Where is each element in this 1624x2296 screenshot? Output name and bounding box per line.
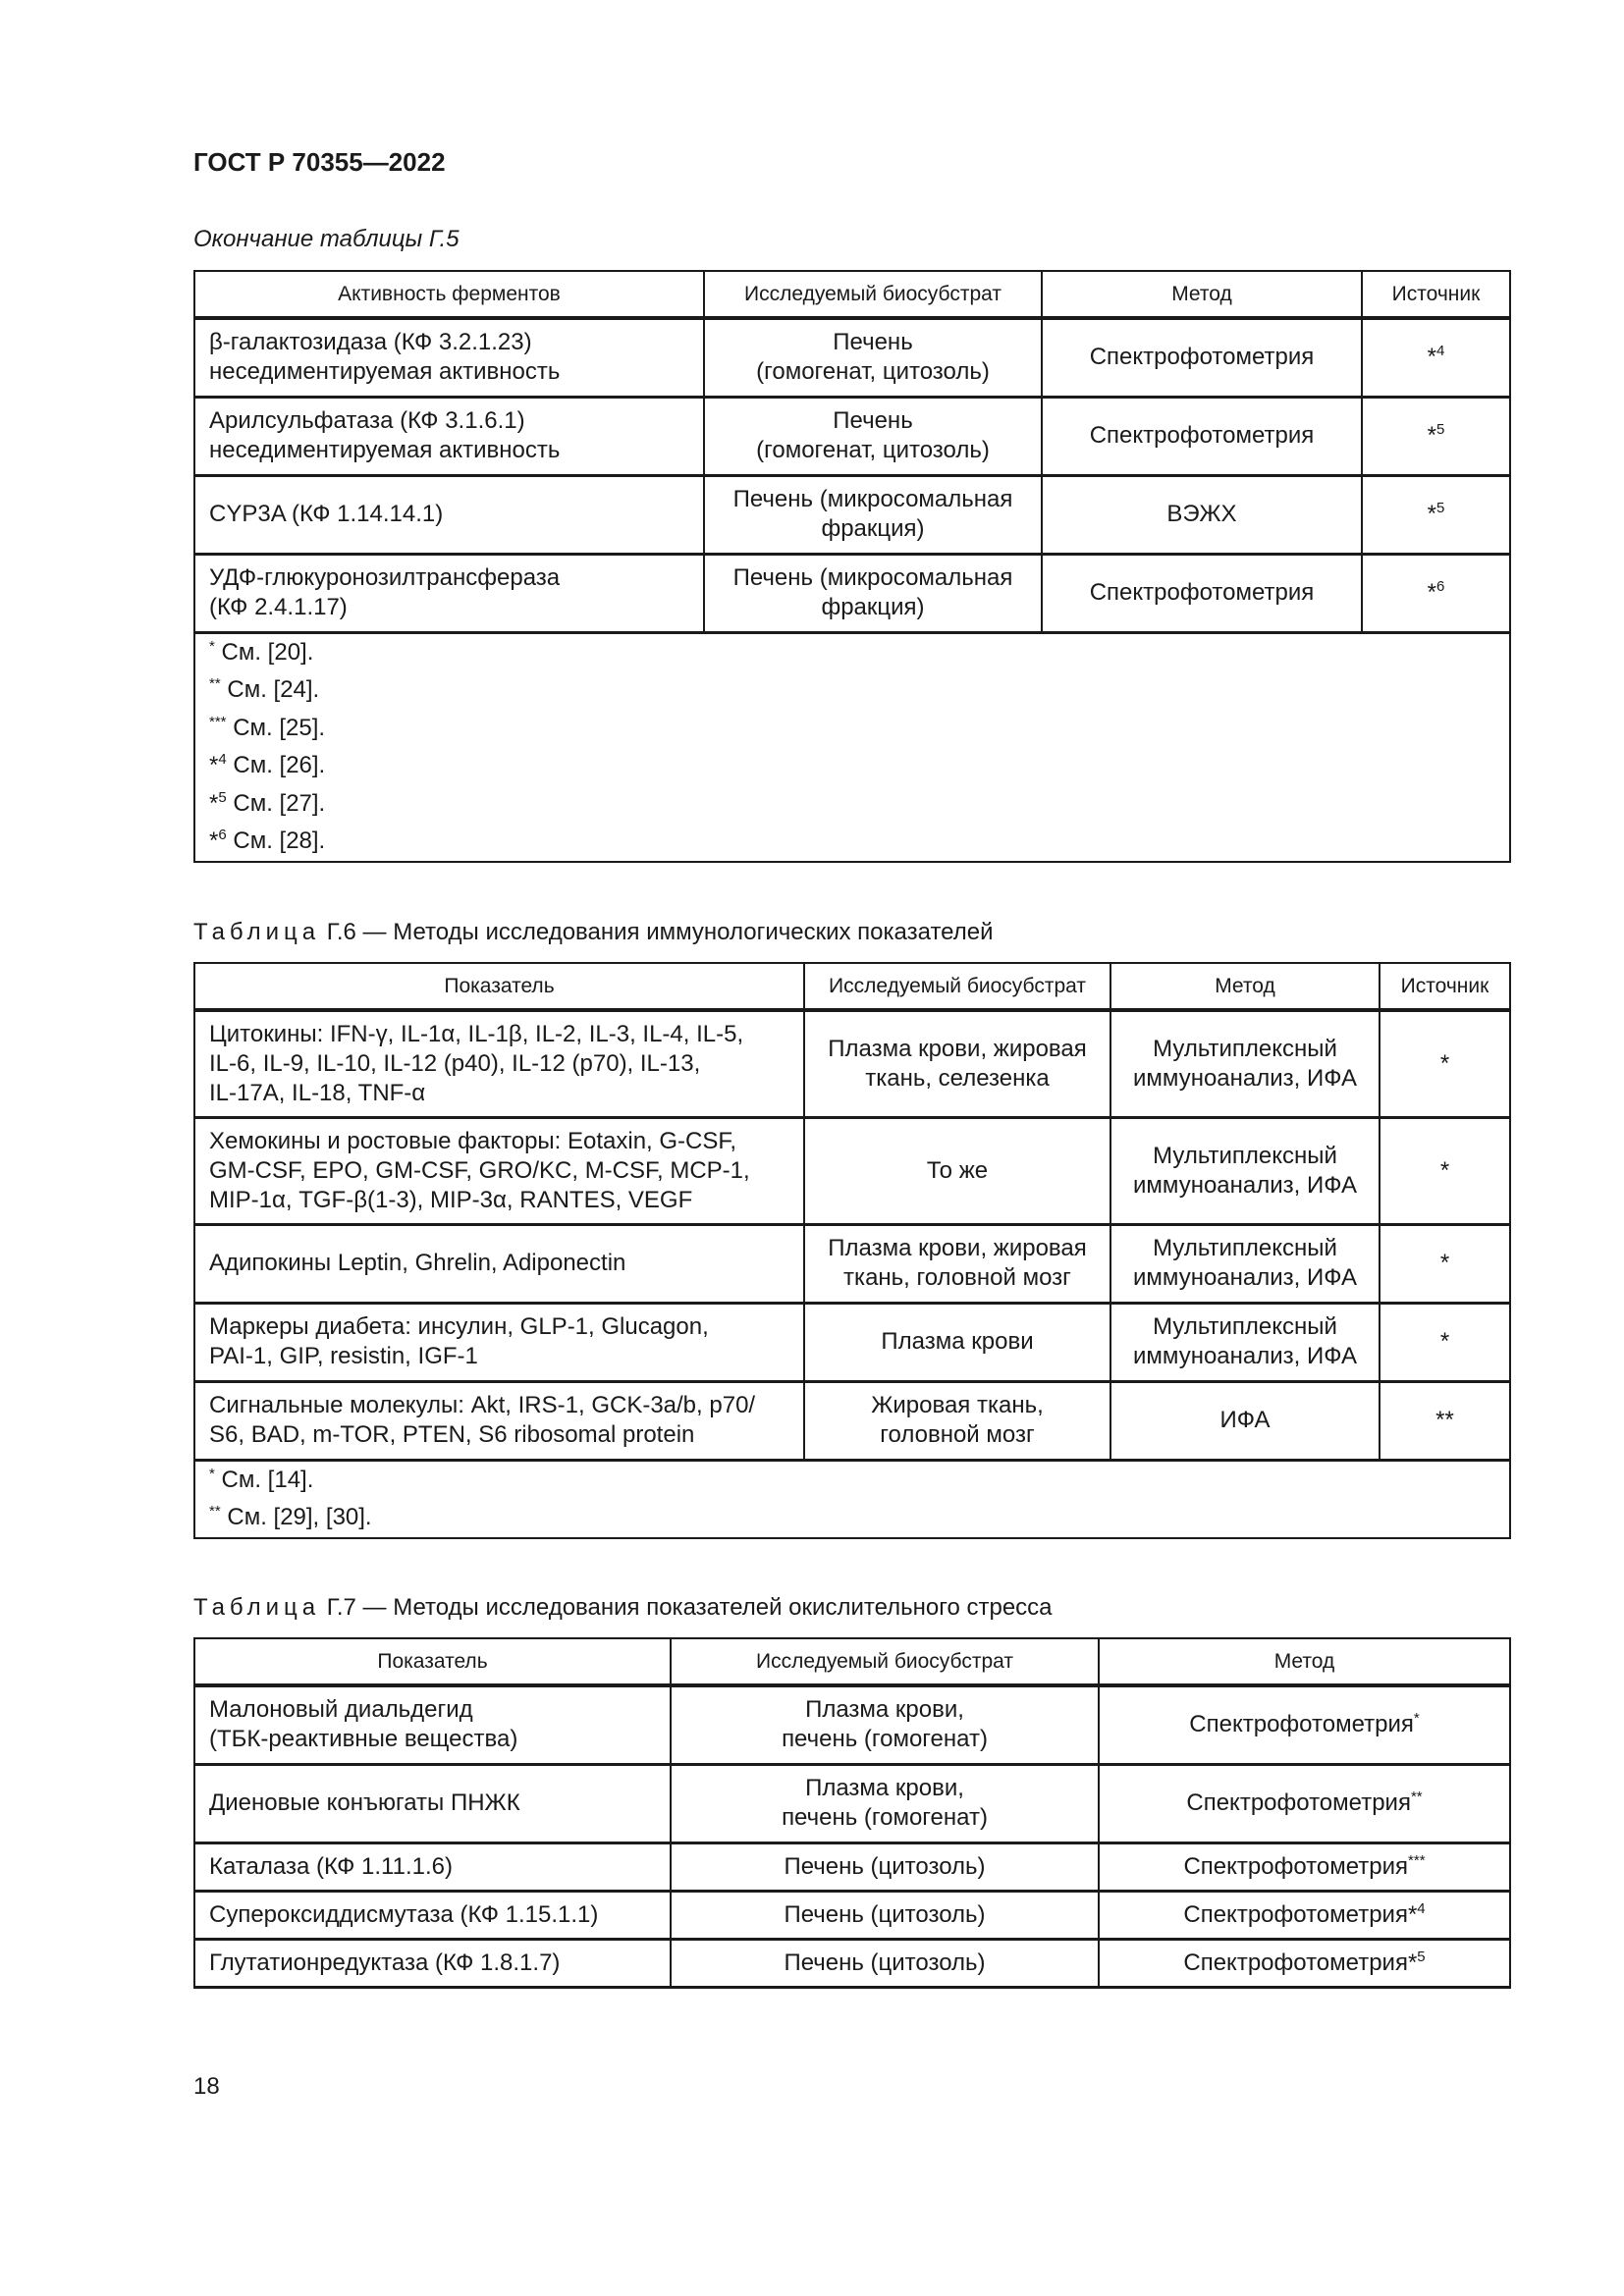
method-cell: Мультиплексный иммуноанализ, ИФА bbox=[1110, 1010, 1380, 1117]
table-g7-caption bbox=[193, 1594, 1053, 1622]
substrate-cell: Печень (гомогенат, цитозоль) bbox=[704, 318, 1042, 397]
method-cell: Спектрофотометрия*$^5$ bbox=[1099, 1939, 1510, 1987]
table-row bbox=[194, 554, 1510, 632]
table-row bbox=[194, 1224, 1510, 1303]
indicator-cell: Глутатионредуктаза (КФ 1.8.1.7) bbox=[194, 1939, 671, 1987]
column-header: Показатель bbox=[194, 1638, 671, 1685]
indicator-cell: Диеновые конъюгаты ПНЖК bbox=[194, 1764, 671, 1842]
indicator-cell: Адипокины Leptin, Ghrelin, Adiponectin bbox=[194, 1224, 804, 1303]
table-row bbox=[194, 318, 1510, 397]
document-header: ГОСТ Р 70355—2022 bbox=[193, 147, 446, 177]
substrate-cell: Плазма крови, жировая ткань, головной мозг bbox=[804, 1224, 1110, 1303]
column-header: Источник bbox=[1362, 271, 1510, 318]
column-header: Исследуемый биосубстрат bbox=[704, 271, 1042, 318]
footnote: *** См. [25]. bbox=[209, 713, 326, 741]
method-cell: Мультиплексный иммуноанализ, ИФА bbox=[1110, 1224, 1380, 1303]
indicator-cell: Каталаза (КФ 1.11.1.6) bbox=[194, 1842, 671, 1891]
table-row bbox=[194, 1891, 1510, 1939]
substrate-cell: Печень (цитозоль) bbox=[671, 1939, 1099, 1987]
table-header-row bbox=[194, 271, 1510, 318]
source-cell: * bbox=[1380, 1117, 1510, 1224]
source-cell: * bbox=[1380, 1010, 1510, 1117]
enzyme-cell: β-галактозидаза (КФ 3.2.1.23) неседиментируемая активность bbox=[194, 318, 704, 397]
substrate-cell: Плазма крови, печень (гомогенат) bbox=[671, 1764, 1099, 1842]
source-cell: *$^5$ bbox=[1362, 397, 1510, 475]
page-number: 18 bbox=[193, 2073, 220, 2100]
method-cell: Спектрофотометрия*** bbox=[1099, 1842, 1510, 1891]
indicator-cell: Супероксиддисмутаза (КФ 1.15.1.1) bbox=[194, 1891, 671, 1939]
column-header: Исследуемый биосубстрат bbox=[671, 1638, 1099, 1685]
table-label: Таблица bbox=[193, 919, 321, 945]
indicator-cell: Малоновый диальдегид (ТБК-реактивные вещества) bbox=[194, 1685, 671, 1764]
column-header: Активность ферментов bbox=[194, 271, 704, 318]
indicator-cell: Цитокины: IFN-γ, IL-1α, IL-1β, IL-2, IL-3, IL-4, IL-5, IL-6, IL-9, IL-10, IL-12 (p40), IL-12 (p70), IL-13, IL-17A, IL-18, TNF-α bbox=[194, 1010, 804, 1117]
table-caption-text: Г.7 — Методы исследования показателей окислительного стресса bbox=[326, 1594, 1053, 1621]
table-row bbox=[194, 1842, 1510, 1891]
table-row bbox=[194, 1685, 1510, 1764]
column-header: Метод bbox=[1042, 271, 1362, 318]
table-row bbox=[194, 1117, 1510, 1224]
footnote: * См. [14]. bbox=[209, 1465, 314, 1493]
table-row bbox=[194, 475, 1510, 554]
table-header-row bbox=[194, 1638, 1510, 1685]
table-header-row bbox=[194, 963, 1510, 1010]
substrate-cell: Плазма крови, печень (гомогенат) bbox=[671, 1685, 1099, 1764]
table-row bbox=[194, 1303, 1510, 1381]
table-row bbox=[194, 397, 1510, 475]
enzyme-cell: УДФ-глюкуронозилтрансфераза (КФ 2.4.1.17) bbox=[194, 554, 704, 632]
table-row bbox=[194, 1381, 1510, 1460]
source-cell: * bbox=[1380, 1303, 1510, 1381]
indicator-cell: Хемокины и ростовые факторы: Eotaxin, G-CSF, GM-CSF, EPO, GM-CSF, GRO/KC, M-CSF, MCP-1, MIP-1α, TGF-β(1-3), MIP-3α, RANTES, VEGF bbox=[194, 1117, 804, 1224]
footnote: ** См. [24]. bbox=[209, 675, 320, 703]
table-notes bbox=[194, 632, 1510, 862]
substrate-cell: Печень (цитозоль) bbox=[671, 1891, 1099, 1939]
method-cell: Спектрофотометрия** bbox=[1099, 1764, 1510, 1842]
method-cell: Спектрофотометрия*$^4$ bbox=[1099, 1891, 1510, 1939]
table-label: Таблица bbox=[193, 1594, 321, 1621]
substrate-cell: Печень (цитозоль) bbox=[671, 1842, 1099, 1891]
footnote: * См. [20]. bbox=[209, 637, 314, 666]
source-cell: *$^4$ bbox=[1362, 318, 1510, 397]
table-caption-text: Г.6 — Методы исследования иммунологических показателей bbox=[326, 919, 994, 945]
method-cell: Мультиплексный иммуноанализ, ИФА bbox=[1110, 1303, 1380, 1381]
method-cell: ИФА bbox=[1110, 1381, 1380, 1460]
footnote: *$^4$ См. [26]. bbox=[209, 751, 326, 778]
substrate-cell: Плазма крови, жировая ткань, селезенка bbox=[804, 1010, 1110, 1117]
substrate-cell: Жировая ткань, головной мозг bbox=[804, 1381, 1110, 1460]
table-g5 bbox=[193, 270, 1511, 863]
method-cell: Спектрофотометрия bbox=[1042, 554, 1362, 632]
enzyme-cell: CYP3A (КФ 1.14.14.1) bbox=[194, 475, 704, 554]
indicator-cell: Сигнальные молекулы: Akt, IRS-1, GCK-3a/b, p70/ S6, BAD, m-TOR, PTEN, S6 ribosomal protein bbox=[194, 1381, 804, 1460]
enzyme-cell: Арилсульфатаза (КФ 3.1.6.1) неседиментируемая активность bbox=[194, 397, 704, 475]
table-row bbox=[194, 1939, 1510, 1987]
method-cell: Спектрофотометрия* bbox=[1099, 1685, 1510, 1764]
footnote: *$^6$ См. [28]. bbox=[209, 827, 326, 854]
column-header: Показатель bbox=[194, 963, 804, 1010]
source-cell: *$^6$ bbox=[1362, 554, 1510, 632]
indicator-cell: Маркеры диабета: инсулин, GLP-1, Glucagon, PAI-1, GIP, resistin, IGF-1 bbox=[194, 1303, 804, 1381]
substrate-cell: Печень (микросомальная фракция) bbox=[704, 475, 1042, 554]
method-cell: Спектрофотометрия bbox=[1042, 318, 1362, 397]
substrate-cell: То же bbox=[804, 1117, 1110, 1224]
table-g7 bbox=[193, 1637, 1511, 1989]
method-cell: Мультиплексный иммуноанализ, ИФА bbox=[1110, 1117, 1380, 1224]
method-cell: ВЭЖХ bbox=[1042, 475, 1362, 554]
table-notes bbox=[194, 1460, 1510, 1538]
substrate-cell: Печень (микросомальная фракция) bbox=[704, 554, 1042, 632]
table-g6-caption bbox=[193, 919, 993, 946]
footnote: ** См. [29], [30]. bbox=[209, 1503, 372, 1530]
footnote: *$^5$ См. [27]. bbox=[209, 788, 326, 817]
substrate-cell: Плазма крови bbox=[804, 1303, 1110, 1381]
substrate-cell: Печень (гомогенат, цитозоль) bbox=[704, 397, 1042, 475]
column-header: Источник bbox=[1380, 963, 1510, 1010]
source-cell: *$^5$ bbox=[1362, 475, 1510, 554]
column-header: Метод bbox=[1110, 963, 1380, 1010]
table-row bbox=[194, 1010, 1510, 1117]
column-header: Метод bbox=[1099, 1638, 1510, 1685]
source-cell: ** bbox=[1380, 1381, 1510, 1460]
table-notes-row bbox=[194, 1460, 1510, 1538]
table-notes-row bbox=[194, 632, 1510, 862]
table-g6 bbox=[193, 962, 1511, 1539]
table-g5-continuation-caption: Окончание таблицы Г.5 bbox=[193, 226, 460, 252]
source-cell: * bbox=[1380, 1224, 1510, 1303]
table-row bbox=[194, 1764, 1510, 1842]
method-cell: Спектрофотометрия bbox=[1042, 397, 1362, 475]
column-header: Исследуемый биосубстрат bbox=[804, 963, 1110, 1010]
